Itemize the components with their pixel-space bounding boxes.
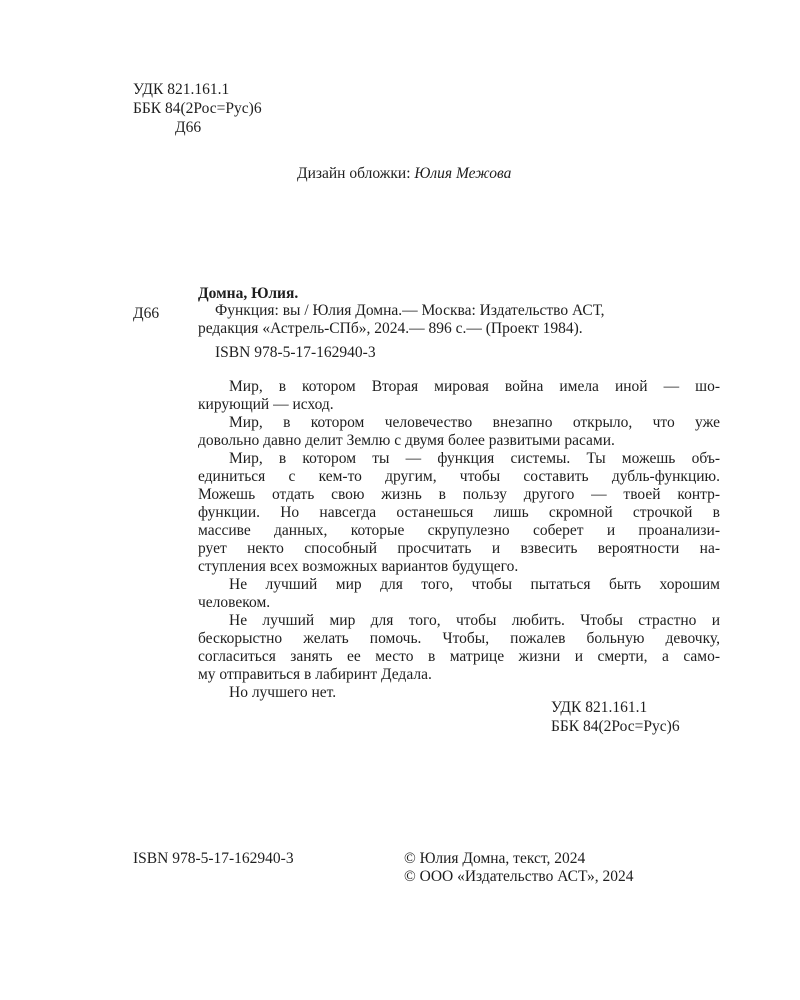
annotation-line: Но лучшего нет. [229,684,337,701]
annotation-line: ступления всех возможных вариантов будущего. [198,558,519,575]
annotation-line: бескорыстно желать помочь. Чтобы, пожалев больную девочку, [198,630,720,647]
annotation-line: Мир, в котором ты — функция системы. Ты можешь объ- [229,450,720,467]
catalog-author-mark: Д66 [133,305,160,322]
copyright-line: © ООО «Издательство АСТ», 2024 [404,868,634,885]
annotation-line: человеком. [198,594,271,611]
udk-code-top: УДК 821.161.1 [133,81,230,98]
annotation-line: рует некто способный просчитать и взвесить вероятности на- [198,540,720,557]
annotation-line: Можешь отдать свою жизнь в пользу другого — твоей контр- [198,486,720,503]
udk-code-bottom: УДК 821.161.1 [551,699,648,716]
annotation-line: функции. Но навсегда останешься лишь скромной строчкой в [198,504,720,521]
author-mark-top: Д66 [175,119,202,136]
catalog-author: Домна, Юлия. [198,285,299,302]
cover-design-credit [297,165,511,183]
cover-design-label: Дизайн обложки: [297,165,415,182]
cover-designer-name: Юлия Межова [414,165,512,182]
annotation-line: Не лучший мир для того, чтобы любить. Чтобы страстно и [229,612,720,629]
annotation-line: довольно давно делит Землю с двумя более развитыми расами. [198,432,615,449]
annotation-line: согласиться занять ее место в матрице жизни и смерти, а само- [198,648,720,665]
catalog-description-line: Функция: вы / Юлия Домна.— Москва: Издательство АСТ, [215,302,605,319]
bbk-code-bottom: ББК 84(2Рос=Рус)6 [551,718,680,735]
annotation-line: Мир, в котором человечество внезапно открыло, что уже [229,414,720,431]
annotation-line: кирующий — исход. [198,396,334,413]
catalog-isbn: ISBN 978-5-17-162940-3 [215,344,376,361]
annotation-line: массиве данных, которые скрупулезно соберет и проанализи- [198,522,720,539]
catalog-description-line: редакция «Астрель-СПб», 2024.— 896 с.— (Проект 1984). [198,320,583,337]
footer-isbn: ISBN 978-5-17-162940-3 [133,850,294,867]
annotation-line: Не лучший мир для того, чтобы пытаться быть хорошим [229,576,720,593]
copyright-line: © Юлия Домна, текст, 2024 [404,850,586,867]
annotation-line: Мир, в котором Вторая мировая война имела иной — шо- [229,378,720,395]
annotation-line: му отправиться в лабиринт Дедала. [198,666,432,683]
annotation-line: единиться с кем-то другим, чтобы составить дубль-функцию. [198,468,720,485]
bbk-code-top: ББК 84(2Рос=Рус)6 [133,100,262,117]
